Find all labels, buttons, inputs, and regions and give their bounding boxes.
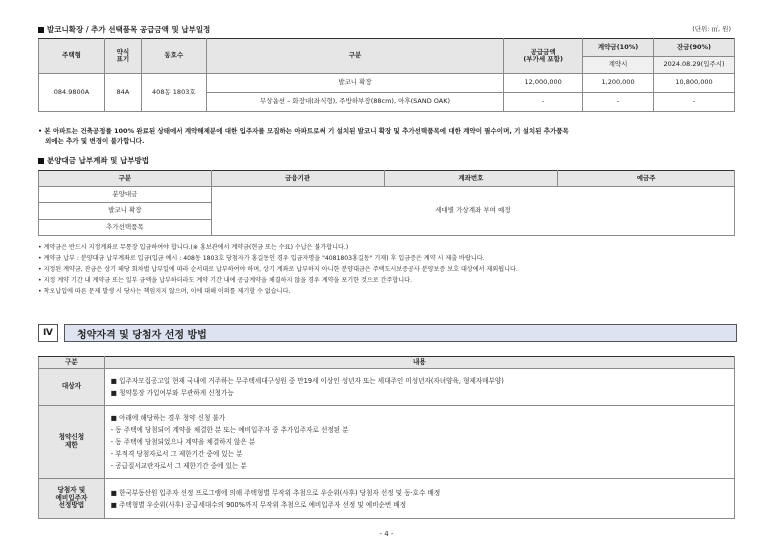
option-price-table bbox=[38, 38, 735, 112]
item-deposit: - bbox=[583, 93, 654, 112]
item-balance: 10,800,000 bbox=[654, 74, 735, 93]
account-row-label: 발코니 확장 bbox=[39, 203, 212, 220]
row-short: 84A bbox=[104, 74, 141, 112]
payment-note: • 계약금은 반드시 지정계좌로 무통장 입금하여야 합니다.(※ 홍보관에서 계약금(현금 또는 수표) 수납은 불가합니다.) bbox=[38, 244, 349, 251]
header-supply: 공급금액 (부가세 포함) bbox=[504, 39, 583, 74]
header-content: 내용 bbox=[104, 357, 734, 369]
header-category: 구분 bbox=[39, 357, 105, 369]
row-label-selection: 당첨자 및 예비입주자 선정방법 bbox=[39, 479, 105, 519]
header-balance: 잔금(90%) bbox=[654, 39, 735, 57]
chapter-number: Ⅳ bbox=[38, 324, 58, 342]
chapter-title: 청약자격 및 당첨자 선정 방법 bbox=[77, 329, 207, 341]
payment-note: • 지정 계약 기간 내 계약금 또는 일부 금액을 납부하더라도 계약 기간 내에 공급계약을 체결하지 않을 경우 계약을 포기한 것으로 간주합니다. bbox=[38, 277, 412, 284]
account-info: 세대별 가상계좌 부여 예정 bbox=[211, 187, 734, 236]
header-short: 약식 표기 bbox=[104, 39, 141, 74]
square-bullet-icon bbox=[38, 158, 44, 164]
eligibility-table bbox=[38, 356, 735, 519]
payment-note: • 지정된 계약금, 잔금은 상기 해당 회차별 납부일에 따라 순서대로 납부하여야 하며, 상기 계좌로 납부하지 아니한 분양대금은 주택도시보증공사 분양보증 보호 대상에서 제외됩니다. bbox=[38, 266, 518, 273]
header-category: 구분 bbox=[206, 39, 503, 74]
row-label-restriction: 청약신청 제한 bbox=[39, 406, 105, 479]
row-unit-no: 408동 1803호 bbox=[141, 74, 206, 112]
row-content-selection: ■ 한국부동산원 입주자 선정 프로그램에 의해 주택형별 무작위 추첨으로 우순위(사후) 당첨자 선정 및 동·호수 배정 ■ 주택형별 우순위(사후) 공급세대수의 900%까지 무작위 추첨으로 예비입주자 선정 및 예비순번 배정 bbox=[104, 479, 734, 519]
item-supply: - bbox=[504, 93, 583, 112]
item-name: 무상옵션 – 화장대(좌식형), 주방하부장(88cm), 아후(SAND OAK) bbox=[206, 93, 503, 112]
header-balance-when: 2024.08.29(입주시) bbox=[654, 57, 735, 74]
header-category: 구분 bbox=[39, 171, 212, 187]
item-deposit: 1,200,000 bbox=[583, 74, 654, 93]
payment-notes bbox=[38, 242, 738, 297]
account-row-label: 분양대금 bbox=[39, 187, 212, 203]
header-type: 주택형 bbox=[39, 39, 105, 74]
item-supply: 12,000,000 bbox=[504, 74, 583, 93]
unit-note: (단위: ㎡, 원) bbox=[692, 25, 731, 33]
header-account: 계좌번호 bbox=[384, 171, 558, 187]
section1-title: 발코니확장 / 추가 선택품목 공급금액 및 납부일정 bbox=[47, 25, 211, 34]
square-bullet-icon bbox=[38, 27, 44, 33]
header-deposit-when: 계약시 bbox=[583, 57, 654, 74]
header-deposit: 계약금(10%) bbox=[583, 39, 654, 57]
account-table bbox=[38, 170, 735, 236]
section2-heading bbox=[38, 155, 149, 166]
page-number: - 4 - bbox=[379, 530, 394, 538]
row-type: 084.9800A bbox=[39, 74, 105, 112]
payment-note: • 계약금 납부 : 분양대금 납부계좌로 입금(입금 예시 : 408동 1803호 당첨자가 홍길동인 경우 입금자명을 "4081803홍길동" 기재) 후 입금증은 계약 시 제출 바랍니다. bbox=[38, 255, 485, 262]
row-content-target: ■ 입주자모집공고일 현재 국내에 거주하는 무주택세대구성원 중 만19세 이상인 성년자 또는 세대주인 미성년자(자녀양육, 형제자매부양) ■ 청약통장 가입여부와 무관하게 신청가능 bbox=[104, 369, 734, 406]
item-balance: - bbox=[654, 93, 735, 112]
section1-heading bbox=[38, 24, 210, 35]
section2-title: 분양대금 납부계좌 및 납부방법 bbox=[47, 156, 150, 165]
row-label-target: 대상자 bbox=[39, 369, 105, 406]
header-holder: 예금주 bbox=[558, 171, 735, 187]
section1-note: • 본 아파트는 건축공정률 100% 완료된 상태에서 계약해제분에 대한 입주자를 모집하는 아파트로써 기 설치된 발코니 확장 및 추가선택품목에 대한 계약이 필수이며, 기 설치된 추가품목 외에는 추가 및 변경이 불가합니다. bbox=[38, 127, 569, 145]
header-bank: 금융기관 bbox=[211, 171, 384, 187]
header-unit-no: 동호수 bbox=[141, 39, 206, 74]
payment-note: • 착오납입에 따른 문제 발생 시 당사는 책임지지 않으며, 이에 대해 이의를 제기할 수 없습니다. bbox=[38, 288, 291, 295]
account-row-label: 추가선택품목 bbox=[39, 220, 212, 236]
item-name: 발코니 확장 bbox=[206, 74, 503, 93]
row-content-restriction: ■ 아래에 해당하는 경우 청약 신청 불가 - 동 주택에 당첨되어 계약을 체결한 분 또는 예비입주자 중 추가입주자로 선정된 분 - 동 주택에 당첨되었으나 계약을 체결하지 않은 분 - 부적격 당첨자로서 그 제한기간 중에 있는 분 - 공급질서교란자로서 그 제한기간 중에 있는 분 bbox=[104, 406, 734, 479]
chapter-title-box bbox=[64, 324, 737, 342]
